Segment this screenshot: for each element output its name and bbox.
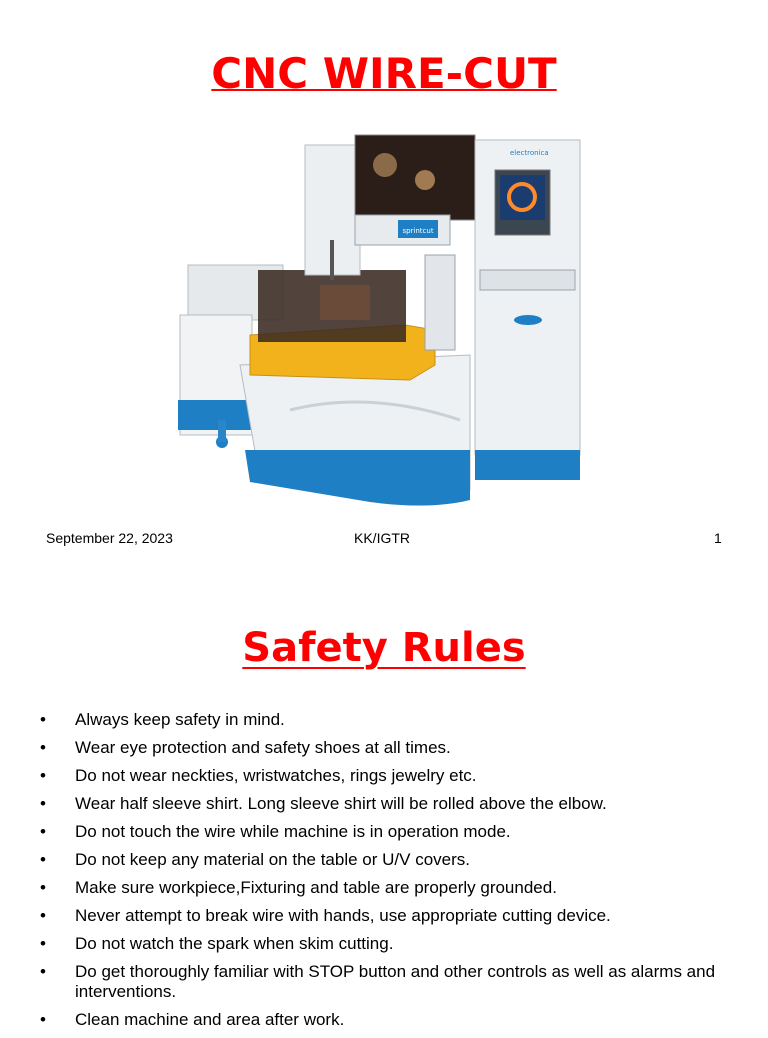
list-item: • Wear eye protection and safety shoes at all times. <box>40 738 451 757</box>
safety-rules-list <box>40 710 740 1038</box>
list-item: • Do get thoroughly familiar with STOP button and other controls as well as alarms and interventions. <box>40 962 716 1001</box>
list-item: • Clean machine and area after work. <box>40 1010 345 1029</box>
slide-title: Safety Rules <box>242 625 526 671</box>
list-item: • Never attempt to break wire with hands, use appropriate cutting device. <box>40 906 611 925</box>
list-item: • Do not touch the wire while machine is in operation mode. <box>40 822 511 841</box>
brand-label-electronica: electronica <box>510 149 549 157</box>
slide-title: CNC WIRE-CUT <box>211 49 557 98</box>
list-item: • Wear half sleeve shirt. Long sleeve shirt will be rolled above the elbow. <box>40 794 607 813</box>
brand-label-sprintcut: sprintcut <box>402 227 434 235</box>
list-item: • Do not wear neckties, wristwatches, rings jewelry etc. <box>40 766 477 785</box>
list-item: • Do not watch the spark when skim cutting. <box>40 934 394 953</box>
list-item: • Make sure workpiece,Fixturing and table are properly grounded. <box>40 878 557 897</box>
footer-author: KK/IGTR <box>354 530 411 546</box>
cnc-machine-photo <box>170 120 590 520</box>
footer-date: September 22, 2023 <box>46 530 173 546</box>
footer-page-number: 1 <box>714 530 722 546</box>
list-item: • Always keep safety in mind. <box>40 710 285 729</box>
list-item: • Do not keep any material on the table or U/V covers. <box>40 850 470 869</box>
slide-safety-rules <box>0 580 768 1029</box>
